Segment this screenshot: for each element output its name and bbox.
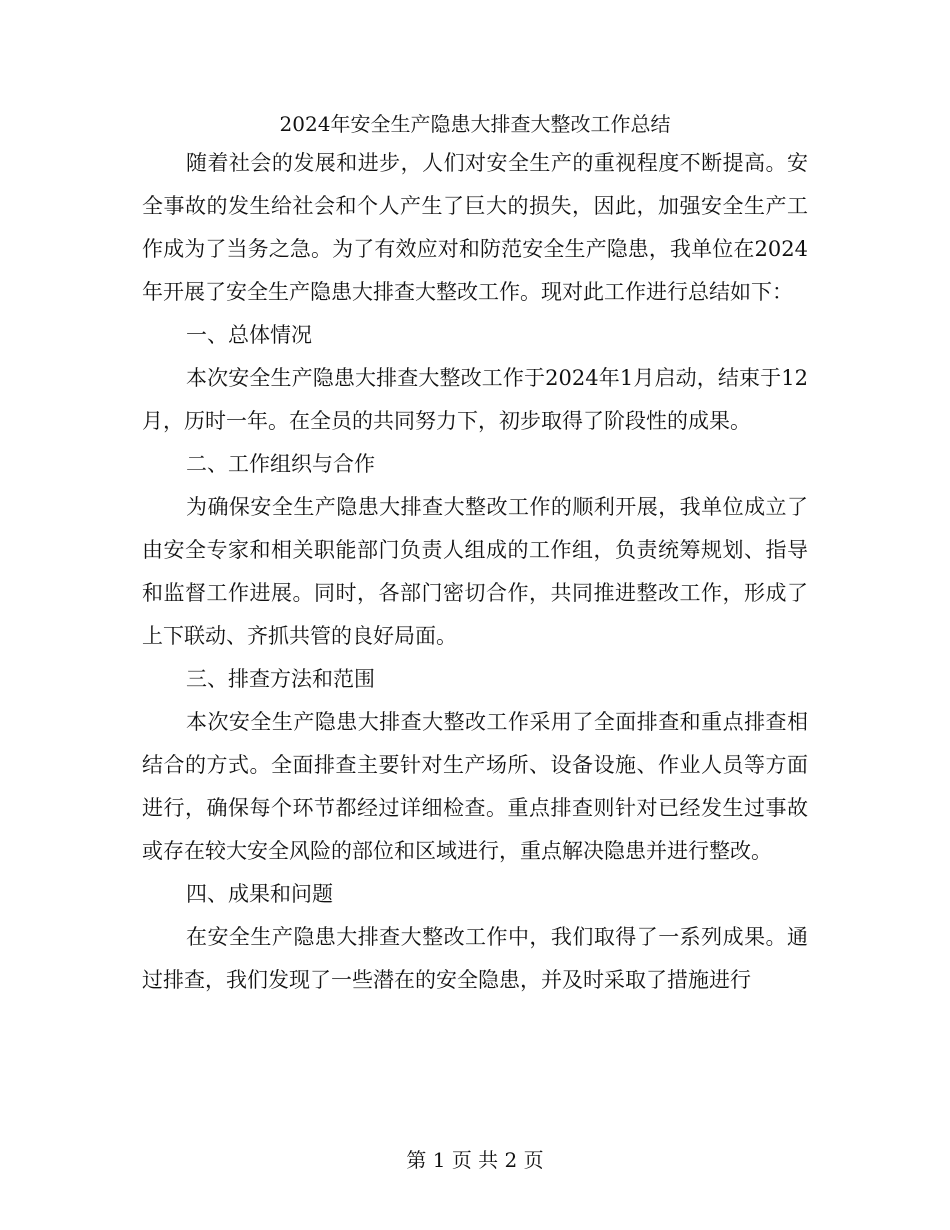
document-title: 2024年安全生产隐患大排查大整改工作总结 [279,112,671,136]
section-text-methods: 本次安全生产隐患大排查大整改工作采用了全面排查和重点排查相结合的方式。全面排查主要针对生产场所、设备设施、作业人员等方面进行，确保每个环节都经过详细检查。重点排查则针对已经发生过事故或存在较大安全风险的部位和区域进行，重点解决隐患并进行整改。 [142,710,808,863]
section-text-overview: 本次安全生产隐患大排查大整改工作于2024年1月启动，结束于12月，历时一年。在全员的共同努力下，初步取得了阶段性的成果。 [142,366,808,433]
section-heading-methods: 三、排查方法和范围 [186,667,375,691]
section-heading-organization: 二、工作组织与合作 [186,452,375,476]
page-indicator: 第 1 页 共 2 页 [406,1148,544,1172]
document-body [142,142,808,1002]
section-text-organization: 为确保安全生产隐患大排查大整改工作的顺利开展，我单位成立了由安全专家和相关职能部门负责人组成的工作组，负责统筹规划、指导和监督工作进展。同时，各部门密切合作，共同推进整改工作，形成了上下联动、齐抓共管的良好局面。 [142,495,808,648]
section-heading-overview: 一、总体情况 [186,323,312,347]
intro-paragraph: 随着社会的发展和进步，人们对安全生产的重视程度不断提高。安全事故的发生给社会和个人产生了巨大的损失，因此，加强安全生产工作成为了当务之急。为了有效应对和防范安全生产隐患，我单位在2024年开展了安全生产隐患大排查大整改工作。现对此工作进行总结如下： [142,151,808,304]
section-text-results: 在安全生产隐患大排查大整改工作中，我们取得了一系列成果。通过排查，我们发现了一些潜在的安全隐患，并及时采取了措施进行 [142,925,808,992]
section-heading-results: 四、成果和问题 [186,882,333,906]
